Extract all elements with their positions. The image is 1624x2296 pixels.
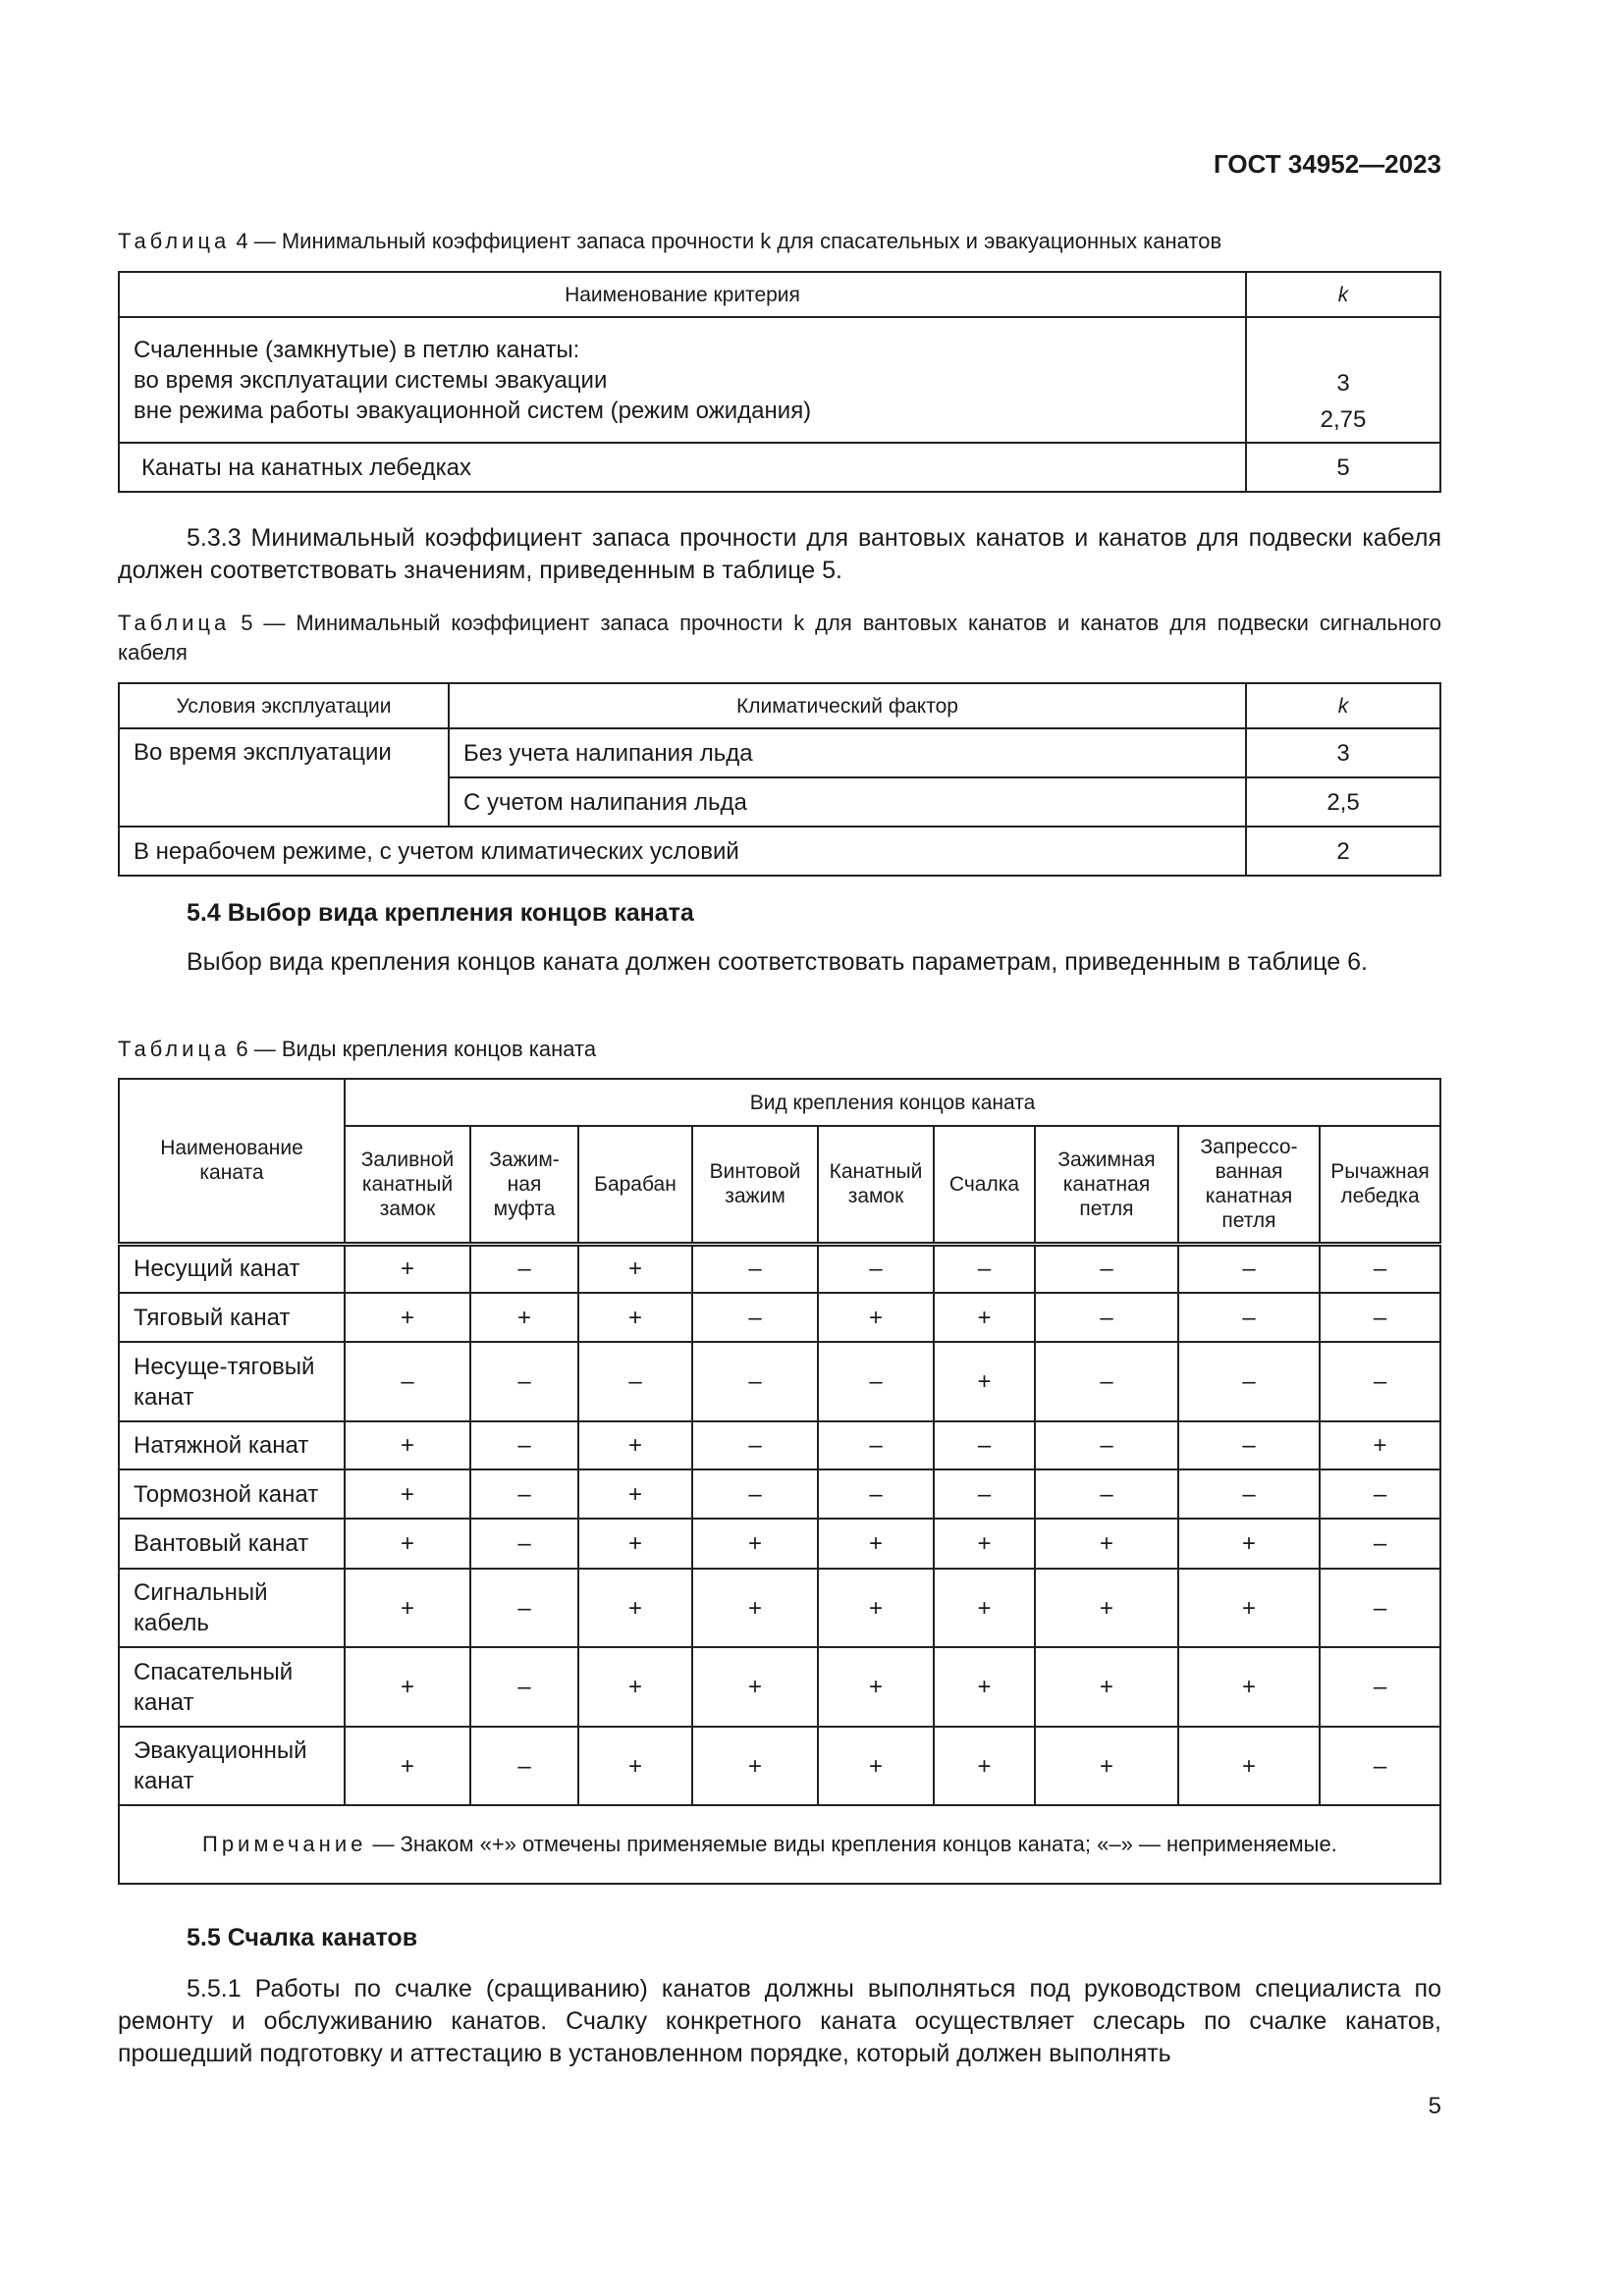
table5	[118, 682, 1441, 877]
table6-cell: –	[470, 1647, 578, 1727]
table6-cell: +	[692, 1647, 818, 1727]
table5-header-k: k	[1246, 683, 1440, 728]
table6-cell: +	[578, 1244, 692, 1293]
table6-row	[119, 1293, 1440, 1342]
table6-cell: +	[692, 1569, 818, 1647]
table6-column-header: Зажимная канатная петля	[1035, 1126, 1178, 1244]
table6-cell: –	[1320, 1727, 1440, 1805]
table6-cell: +	[818, 1647, 934, 1727]
table5-condition: В нерабочем режиме, с учетом климатических условий	[119, 827, 1246, 876]
table6-column-header: Заливной канатный замок	[345, 1126, 470, 1244]
table5-k: 2	[1246, 827, 1440, 876]
table6-cell: +	[818, 1293, 934, 1342]
table6-row	[119, 1569, 1440, 1647]
table6-cell: +	[1178, 1727, 1320, 1805]
table6-cell: +	[578, 1469, 692, 1519]
table6-row	[119, 1244, 1440, 1293]
table6-caption: Таблица 6 — Виды крепления концов каната	[118, 1037, 597, 1061]
table5-condition: Во время эксплуатации	[119, 728, 449, 827]
table6-cell: –	[470, 1244, 578, 1293]
table4	[118, 271, 1441, 493]
table6-cell: –	[1178, 1342, 1320, 1421]
table6-column-header: Барабан	[578, 1126, 692, 1244]
table6-cell: –	[934, 1421, 1035, 1469]
table6-cell: +	[578, 1647, 692, 1727]
paragraph-5-3-3: 5.3.3 Минимальный коэффициент запаса прочности для вантовых канатов и канатов для подвески кабеля должен соответствовать значениям, приведенным в таблице 5.	[118, 524, 1441, 584]
table6-cell: +	[818, 1519, 934, 1569]
table6-cell: –	[1320, 1293, 1440, 1342]
table6-rope-name: Сигнальный кабель	[119, 1569, 345, 1647]
table6-rope-name: Тяговый канат	[119, 1293, 345, 1342]
table6-column-header: Счалка	[934, 1126, 1035, 1244]
table6-cell: –	[692, 1244, 818, 1293]
table6-cell: +	[345, 1421, 470, 1469]
table6-cell: –	[470, 1469, 578, 1519]
table6-cell: –	[818, 1244, 934, 1293]
table6-cell: +	[934, 1647, 1035, 1727]
table6-cell: –	[818, 1469, 934, 1519]
table6-cell: –	[345, 1342, 470, 1421]
table6-cell: –	[470, 1519, 578, 1569]
table6-cell: +	[1320, 1421, 1440, 1469]
table6-cell: +	[818, 1569, 934, 1647]
table4-row-value: 5	[1246, 443, 1440, 492]
table6-cell: –	[692, 1469, 818, 1519]
table6-cell: –	[470, 1421, 578, 1469]
table6-cell: +	[345, 1293, 470, 1342]
table5-caption: Таблица 5 — Минимальный коэффициент запаса прочности k для вантовых канатов и канатов для подвески сигнального кабеля	[118, 611, 1441, 665]
table6-cell: –	[1320, 1469, 1440, 1519]
table6-cell: –	[1035, 1469, 1178, 1519]
table6-column-header: Рычажная лебедка	[1320, 1126, 1440, 1244]
document-number: ГОСТ 34952—2023	[1214, 149, 1441, 179]
table6-note: Примечание — Знаком «+» отмечены применяемые виды крепления концов каната; «–» — неприменяемые.	[119, 1805, 1440, 1884]
table6-cell: +	[345, 1727, 470, 1805]
table6-cell: +	[934, 1727, 1035, 1805]
table6-rope-name: Тормозной канат	[119, 1469, 345, 1519]
table6-cell: +	[345, 1647, 470, 1727]
table6-cell: –	[1178, 1469, 1320, 1519]
table6-cell: –	[934, 1469, 1035, 1519]
table6-rope-name: Натяжной канат	[119, 1421, 345, 1469]
table6-cell: +	[470, 1293, 578, 1342]
table6-cell: +	[345, 1469, 470, 1519]
table6-cell: –	[1178, 1421, 1320, 1469]
table6-column-header: Зажим- ная муфта	[470, 1126, 578, 1244]
section-5-5-text: 5.5.1 Работы по счалке (сращиванию) канатов должны выполняться под руководством специалиста по ремонту и обслуживанию канатов. Счалку конкретного каната осуществляет слесарь по счалке канатов, прошедший подготовку и аттестацию в установленном порядке, который должен выполнять	[118, 1975, 1441, 2067]
table5-k: 3	[1246, 728, 1440, 777]
table6-cell: –	[1035, 1293, 1178, 1342]
table4-caption: Таблица 4 — Минимальный коэффициент запаса прочности k для спасательных и эвакуационных канатов	[118, 229, 1222, 253]
table6-rope-name: Несущий канат	[119, 1244, 345, 1293]
section-5-4-text: Выбор вида крепления концов каната должен соответствовать параметрам, приведенным в таблице 6.	[187, 948, 1368, 976]
table6-cell: +	[934, 1342, 1035, 1421]
table6-cell: +	[934, 1293, 1035, 1342]
table6-row	[119, 1469, 1440, 1519]
table6-cell: +	[1178, 1647, 1320, 1727]
table6-cell: +	[578, 1519, 692, 1569]
table6-cell: +	[1178, 1519, 1320, 1569]
table6-cell: –	[1035, 1342, 1178, 1421]
table6-cell: –	[1178, 1293, 1320, 1342]
table6-column-header: Запрессо- ванная канатная петля	[1178, 1126, 1320, 1244]
table6-cell: –	[692, 1293, 818, 1342]
table6-cell: –	[578, 1342, 692, 1421]
table5-header-conditions: Условия эксплуатации	[119, 683, 449, 728]
table6-cell: –	[470, 1342, 578, 1421]
table6-cell: –	[1320, 1244, 1440, 1293]
table6-row	[119, 1519, 1440, 1569]
table4-header-k: k	[1246, 272, 1440, 317]
table6-cell: –	[1320, 1647, 1440, 1727]
table5-header-factor: Климатический фактор	[449, 683, 1246, 728]
table6-row	[119, 1421, 1440, 1469]
table6-cell: +	[578, 1421, 692, 1469]
table6-cell: –	[934, 1244, 1035, 1293]
table6-column-header: Винтовой зажим	[692, 1126, 818, 1244]
table6-rope-name: Эвакуационный канат	[119, 1727, 345, 1805]
table6-cell: –	[1035, 1244, 1178, 1293]
table6-cell: –	[1320, 1569, 1440, 1647]
table6-cell: +	[934, 1519, 1035, 1569]
table6-header-group: Вид крепления концов каната	[345, 1079, 1440, 1126]
table6-cell: –	[818, 1342, 934, 1421]
table4-row-criterion: Канаты на канатных лебедках	[119, 443, 1246, 492]
table6-cell: –	[692, 1421, 818, 1469]
table6-cell: +	[1035, 1647, 1178, 1727]
table6-cell: +	[345, 1569, 470, 1647]
table6-rope-name: Вантовый канат	[119, 1519, 345, 1569]
table6-header-name: Наименование каната	[119, 1079, 345, 1244]
table6-cell: –	[1320, 1342, 1440, 1421]
table6-cell: –	[692, 1342, 818, 1421]
table6-cell: +	[1035, 1519, 1178, 1569]
table6-cell: –	[1178, 1244, 1320, 1293]
table6-row	[119, 1647, 1440, 1727]
table4-row-criterion: Счаленные (замкнутые) в петлю канаты: во время эксплуатации системы эвакуации вне режима работы эвакуационной систем (режим ожидания)	[119, 317, 1246, 443]
table6	[118, 1078, 1441, 1885]
table6-cell: +	[1035, 1569, 1178, 1647]
table5-k: 2,5	[1246, 777, 1440, 827]
table6-cell: –	[470, 1569, 578, 1647]
table6-cell: +	[578, 1727, 692, 1805]
table6-cell: +	[818, 1727, 934, 1805]
table6-column-header: Канатный замок	[818, 1126, 934, 1244]
table6-cell: +	[578, 1569, 692, 1647]
table6-rope-name: Спасательный канат	[119, 1647, 345, 1727]
table6-cell: –	[1035, 1421, 1178, 1469]
section-5-5-heading: 5.5 Счалка канатов	[187, 1924, 418, 1951]
table6-cell: +	[1178, 1569, 1320, 1647]
table5-factor: С учетом налипания льда	[449, 777, 1246, 827]
table6-cell: +	[692, 1519, 818, 1569]
table6-cell: +	[1035, 1727, 1178, 1805]
table4-row-values: 3 2,75	[1246, 317, 1440, 443]
table6-row	[119, 1342, 1440, 1421]
table6-cell: –	[1320, 1519, 1440, 1569]
table6-cell: +	[578, 1293, 692, 1342]
table6-cell: +	[345, 1244, 470, 1293]
table4-header-criterion: Наименование критерия	[119, 272, 1246, 317]
section-5-4-heading: 5.4 Выбор вида крепления концов каната	[187, 899, 694, 927]
table6-cell: –	[818, 1421, 934, 1469]
table6-cell: +	[934, 1569, 1035, 1647]
table6-row	[119, 1727, 1440, 1805]
table6-cell: +	[692, 1727, 818, 1805]
table6-rope-name: Несуще-тяговый канат	[119, 1342, 345, 1421]
table6-cell: +	[345, 1519, 470, 1569]
page-number: 5	[1428, 2093, 1441, 2119]
table6-cell: –	[470, 1727, 578, 1805]
table5-factor: Без учета налипания льда	[449, 728, 1246, 777]
